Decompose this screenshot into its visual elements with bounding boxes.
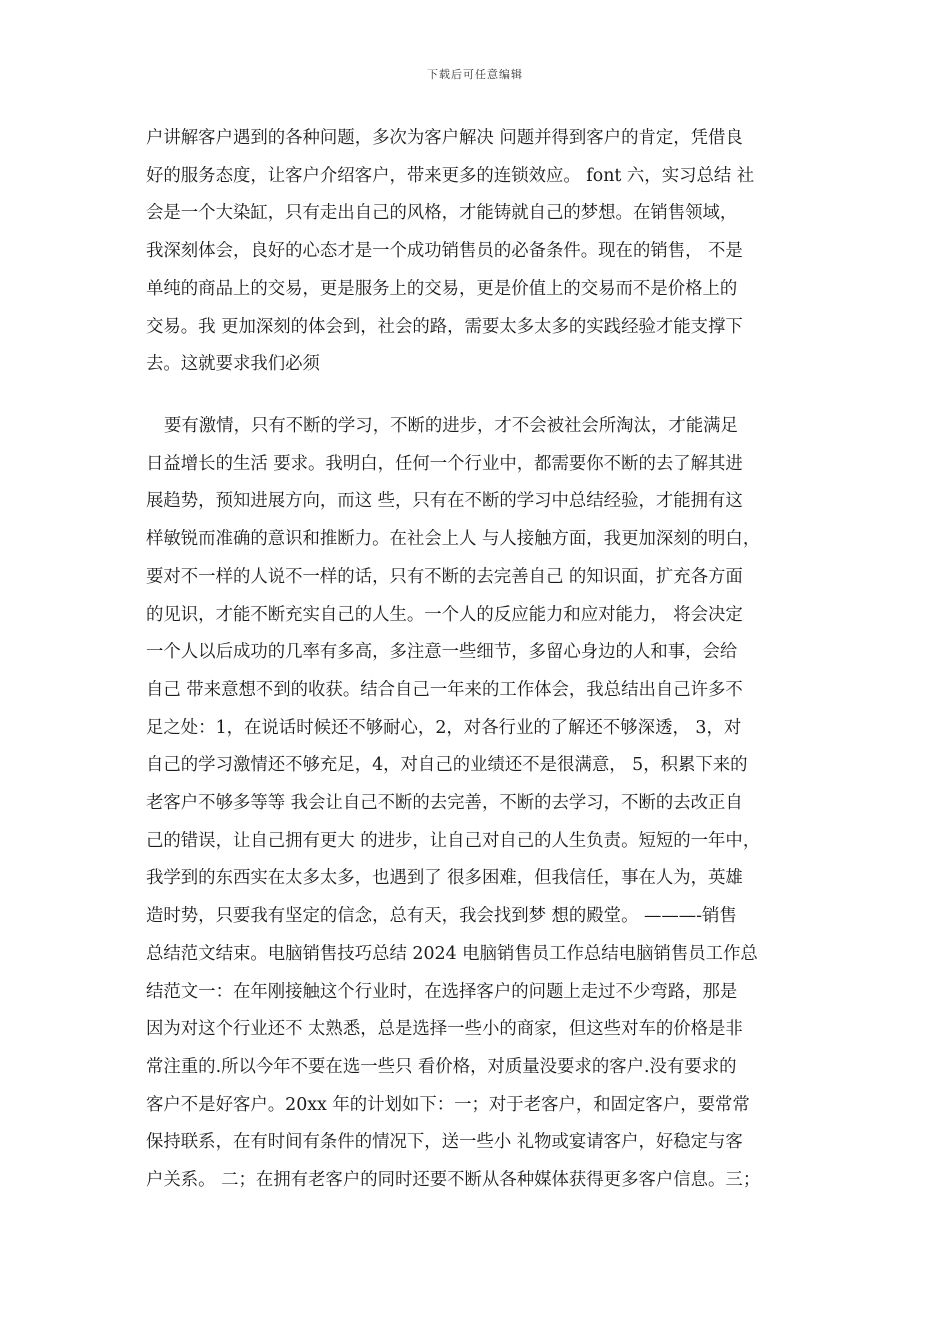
text-line: 老客户不够多等等 我会让自己不断的去完善，不断的去学习，不断的去改正自	[146, 793, 743, 814]
text-line: 客户不是好客户。20xx 年的计划如下：一；对于老客户，和固定客户，要常常	[146, 1094, 750, 1115]
text-line: 总结范文结束。电脑销售技巧总结 2024 电脑销售员工作总结电脑销售员工作总	[146, 943, 758, 964]
text-line: 去。这就要求我们必须	[146, 354, 320, 375]
text-line: 单纯的商品上的交易，更是服务上的交易，更是价值上的交易而不是价格上的	[146, 278, 738, 299]
text-line: 样敏锐而准确的意识和推断力。在社会上人 与人接触方面，我更加深刻的明白，	[146, 529, 761, 550]
text-line: 我学到的东西实在太多太多，也遇到了 很多困难，但我信任，事在人为，英雄	[146, 868, 743, 889]
text-line: 常注重的.所以今年不要在选一些只 看价格，对质量没要求的客户.没有要求的	[146, 1056, 737, 1077]
text-line: 好的服务态度，让客户介绍客户，带来更多的连锁效应。 font 六，实习总结 社	[146, 165, 755, 186]
text-line: 保持联系，在有时间有条件的情况下，送一些小 礼物或宴请客户，好稳定与客	[146, 1132, 743, 1153]
text-line: 足之处：1，在说话时候还不够耐心，2，对各行业的了解还不够深透， 3，对	[146, 717, 742, 738]
text-line: 会是一个大染缸，只有走出自己的风格，才能铸就自己的梦想。在销售领域，	[146, 203, 738, 224]
text-line: 一个人以后成功的几率有多高，多注意一些细节，多留心身边的人和事，会给	[146, 642, 738, 663]
text-line: 日益增长的生活 要求。我明白，任何一个行业中，都需要你不断的去了解其进	[146, 453, 743, 474]
text-line: 要对不一样的人说不一样的话，只有不断的去完善自己 的知识面，扩充各方面	[146, 566, 743, 587]
page-header: 下载后可任意编辑	[427, 68, 523, 81]
text-line: 要有激情，只有不断的学习，不断的进步，才不会被社会所淘汰，才能满足	[164, 416, 738, 436]
text-line: 己的错误，让自己拥有更大 的进步，让自己对自己的人生负责。短短的一年中，	[146, 830, 761, 851]
text-line: 交易。我 更加深刻的体会到，社会的路，需要太多太多的实践经验才能支撑下	[146, 316, 743, 337]
text-line: 户关系。 二；在拥有老客户的同时还要不断从各种媒体获得更多客户信息。三；	[146, 1170, 761, 1191]
text-line: 自己的学习激情还不够充足，4，对自己的业绩还不是很满意， 5，积累下来的	[146, 755, 748, 776]
text-line: 我深刻体会，良好的心态才是一个成功销售员的必备条件。现在的销售， 不是	[146, 241, 743, 262]
text-line: 造时势，只要我有坚定的信念，总有天，我会找到梦 想的殿堂。 ———-销售	[146, 906, 737, 927]
text-line: 户讲解客户遇到的各种问题，多次为客户解决 问题并得到客户的肯定，凭借良	[146, 128, 743, 148]
paragraph-2	[146, 408, 818, 1200]
text-line: 的见识，才能不断充实自己的人生。一个人的反应能力和应对能力， 将会决定	[146, 604, 743, 625]
text-line: 因为对这个行业还不 太熟悉，总是选择一些小的商家，但这些对车的价格是非	[146, 1019, 743, 1040]
paragraph-1	[146, 120, 818, 384]
text-line: 展趋势，预知进展方向，而这 些，只有在不断的学习中总结经验，才能拥有这	[146, 491, 743, 512]
text-line: 结范文一：在年刚接触这个行业时，在选择客户的问题上走过不少弯路，那是	[146, 981, 738, 1002]
text-line: 自己 带来意想不到的收获。结合自己一年来的工作体会，我总结出自己许多不	[146, 679, 743, 700]
